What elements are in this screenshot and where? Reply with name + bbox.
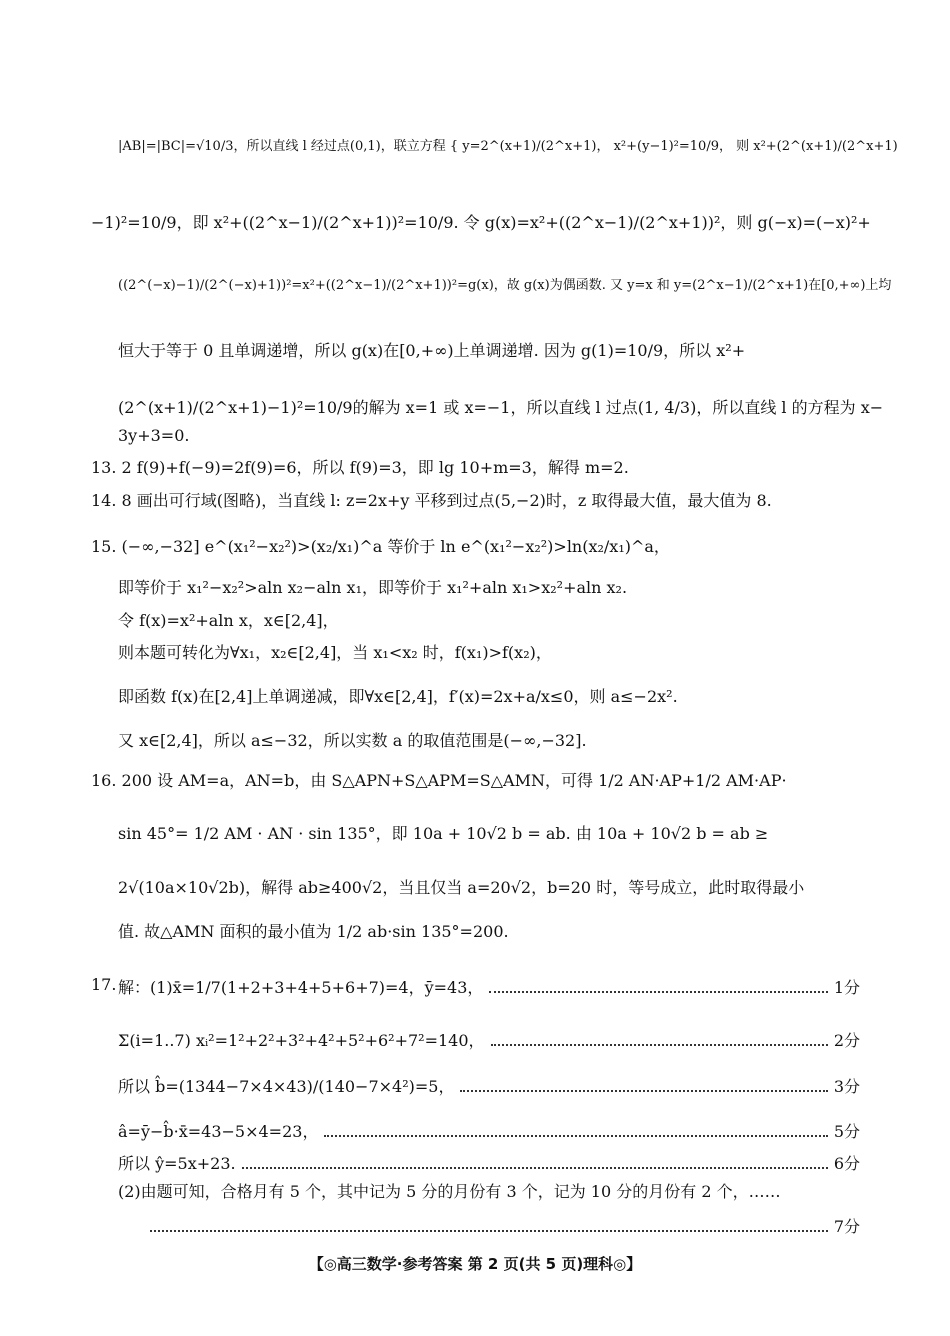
- dotted-leader: [491, 1043, 828, 1046]
- text-line-5: (2^(x+1)/(2^x+1)−1)²=10/9的解为 x=1 或 x=−1，所以直线 l 过点(1, 4/3)，所以直线 l 的方程为 x−: [118, 398, 884, 417]
- q17-step-5: [118, 1151, 860, 1174]
- answer-15: 15. (−∞,−32] e^(x₁²−x₂²)>(x₂/x₁)^a 等价于 ln e^(x₁²−x₂²)>ln(x₂/x₁)^a，: [91, 537, 670, 556]
- answer-15-line-5: 即函数 f(x)在[2,4]上单调递减，即∀x∈[2,4]，f′(x)=2x+a/x≤0，则 a≤−2x².: [118, 687, 678, 706]
- text-line-3: ((2^(−x)−1)/(2^(−x)+1))²=x²+((2^x−1)/(2^x+1))²=g(x)，故 g(x)为偶函数. 又 y=x 和 y=(2^x−1)/(2^x+1)在[0,+∞)上均: [118, 278, 892, 293]
- text-line-1: |AB|=|BC|=√10/3，所以直线 l 经过点(0,1)，联立方程 { y=2^(x+1)/(2^x+1)， x²+(y−1)²=10/9， 则 x²+(2^(x+1)/(2^x+1): [118, 139, 898, 154]
- q17-number: 17.: [91, 975, 117, 994]
- q17-step-2-points: 2分: [833, 1031, 860, 1050]
- dotted-leader: [460, 1089, 827, 1092]
- dotted-leader: [324, 1134, 827, 1137]
- q17-step-1-points: 1分: [833, 978, 860, 997]
- answer-15-line-4: 则本题可转化为∀x₁，x₂∈[2,4]，当 x₁<x₂ 时，f(x₁)>f(x₂)，: [118, 643, 552, 662]
- answer-15-line-3: 令 f(x)=x²+aln x，x∈[2,4]，: [118, 611, 339, 630]
- answer-14: 14. 8 画出可行域(图略)，当直线 l: z=2x+y 平移到过点(5,−2)时，z 取得最大值，最大值为 8.: [91, 491, 772, 510]
- answer-16-line-4: 值. 故△AMN 面积的最小值为 1/2 ab·sin 135°=200.: [118, 922, 509, 941]
- text-line-4: 恒大于等于 0 且单调递增，所以 g(x)在[0,+∞)上单调递增. 因为 g(1)=10/9，所以 x²+: [118, 341, 746, 360]
- q17-step-5-text: 所以 ŷ=5x+23.: [118, 1154, 236, 1173]
- q17-step-4: [118, 1119, 860, 1142]
- text-line-2: −1)²=10/9，即 x²+((2^x−1)/(2^x+1))²=10/9. 令 g(x)=x²+((2^x−1)/(2^x+1))²，则 g(−x)=(−x)²+: [91, 213, 871, 232]
- q17-step-5-points: 6分: [833, 1154, 860, 1173]
- answer-13: 13. 2 f(9)+f(−9)=2f(9)=6，所以 f(9)=3，即 lg 10+m=3，解得 m=2.: [91, 458, 629, 477]
- answer-15-line-6: 又 x∈[2,4]，所以 a≤−32，所以实数 a 的取值范围是(−∞,−32].: [118, 731, 587, 750]
- q17-step-1: [118, 975, 860, 998]
- q17-step-4-text: â=ȳ−b̂·x̄=43−5×4=23，: [118, 1122, 319, 1141]
- text-line-6: 3y+3=0.: [118, 426, 190, 445]
- q17-step-3-text: 所以 b̂=(1344−7×4×43)/(140−7×4²)=5，: [118, 1077, 455, 1096]
- q17-part-2-points: 7分: [833, 1217, 860, 1236]
- q17-step-1-text: 解：(1)x̄=1/7(1+2+3+4+5+6+7)=4，ȳ=43，: [118, 978, 484, 997]
- dotted-leader: [242, 1166, 828, 1169]
- q17-step-2: [118, 1028, 860, 1051]
- q17-step-4-points: 5分: [833, 1122, 860, 1141]
- page-footer: 【◎高三数学·参考答案 第 2 页(共 5 页)理科◎】: [308, 1255, 642, 1273]
- q17-step-2-text: Σ(i=1..7) xᵢ²=1²+2²+3²+4²+5²+6²+7²=140，: [118, 1031, 485, 1050]
- q17-part-2: (2)由题可知，合格月有 5 个，其中记为 5 分的月份有 3 个，记为 10 分的月份有 2 个，……: [118, 1182, 781, 1201]
- answer-16-line-2: sin 45°= 1/2 AM · AN · sin 135°，即 10a + 10√2 b = ab. 由 10a + 10√2 b = ab ≥: [118, 824, 769, 843]
- q17-step-3-points: 3分: [833, 1077, 860, 1096]
- dotted-leader: [489, 990, 827, 993]
- answer-16: 16. 200 设 AM=a，AN=b，由 S△APN+S△APM=S△AMN，可得 1/2 AN·AP+1/2 AM·AP·: [91, 771, 787, 790]
- dotted-leader: [150, 1229, 828, 1232]
- q17-part-2-score: [150, 1214, 860, 1237]
- answer-15-line-2: 即等价于 x₁²−x₂²>aln x₂−aln x₁，即等价于 x₁²+aln x₁>x₂²+aln x₂.: [118, 578, 628, 597]
- answer-16-line-3: 2√(10a×10√2b)，解得 ab≥400√2，当且仅当 a=20√2，b=20 时，等号成立，此时取得最小: [118, 878, 805, 897]
- q17-step-3: [118, 1074, 860, 1097]
